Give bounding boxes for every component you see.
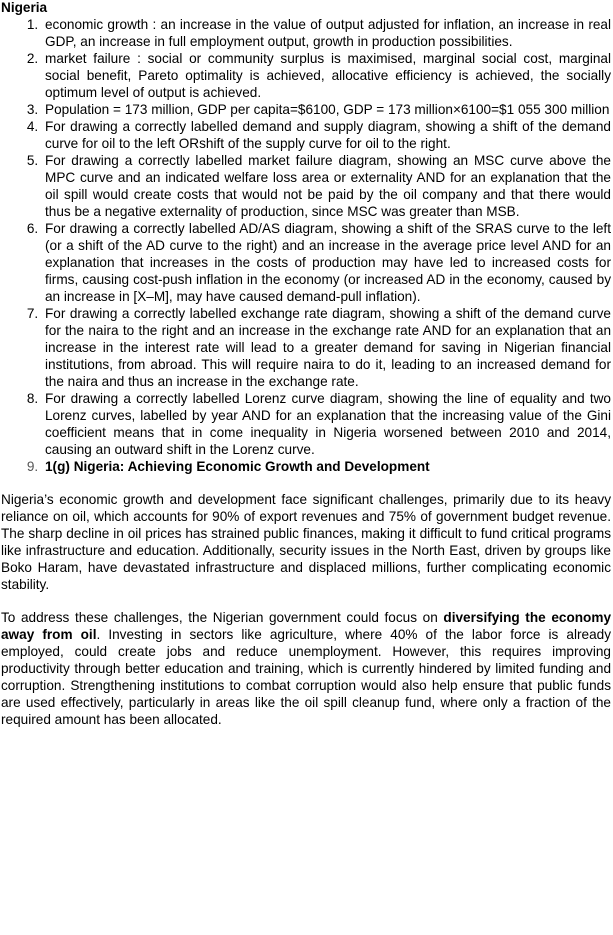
answer-list [1,16,611,475]
paragraph-solutions [1,609,611,728]
document-title: Nigeria [1,0,48,15]
paragraph-text: . Investing in sectors like agriculture, where 40% of the labor force is already employed, could create jobs and reduce unemployment. However, this requires improving productivity through better education and training, which is currently hindered by limited funding and corruption. Strengthening institutions to combat corruption would also help ensure that public funds are used effectively, particularly in areas like the oil spill cleanup fund, where only a fraction of the required amount has been allocated. [1,627,612,727]
spacer [1,475,611,491]
emphasis-text: diversifying the economy away from oil [1,610,612,642]
list-item: 4. For drawing a correctly labelled demand and supply diagram, showing a shift of the demand curve for oil to the left ORshift of the supply curve for oil to the right. [42,118,611,152]
list-item: 5. For drawing a correctly labelled market failure diagram, showing an MSC curve above the MPC curve and an indicated welfare loss area or externality AND for an explanation that the oil spill would create costs that would not be paid by the oil company and that there would thus be a negative externality of production, since MSC was greater than MSB. [42,152,611,220]
paragraph-text: To address these challenges, the Nigerian government could focus on [1,610,444,625]
list-item: 1. economic growth : an increase in the value of output adjusted for inflation, an increase in real GDP, an increase in full employment output, growth in production possibilities. [42,16,611,50]
list-item: 3. Population = 173 million, GDP per capita=$6100, GDP = 173 million×6100=$1 055 300 million [42,101,611,118]
list-item: 7. For drawing a correctly labelled exchange rate diagram, showing a shift of the demand curve for the naira to the right and an increase in the exchange rate AND for an explanation that an increase in the interest rate will lead to a greater demand for saving in Nigerian financial institutions, from abroad. This will require naira to do it, leading to an increased demand for the naira and thus an increase in the exchange rate. [42,305,611,390]
list-item: 6. For drawing a correctly labelled AD/AS diagram, showing a shift of the SRAS curve to the left (or a shift of the AD curve to the right) and an increase in the average price level AND for an explanation that increases in the costs of production may have led to increased costs for firms, causing cost-push inflation in the economy (or increased AD in the economy, caused by an increase in [X–M], may have caused demand-pull inflation). [42,220,611,305]
spacer [1,593,611,609]
section-heading: 9. 1(g) Nigeria: Achieving Economic Growth and Development [42,458,611,475]
list-item: 2. market failure : social or community surplus is maximised, marginal social cost, marginal social benefit, Pareto optimality is achieved, allocative efficiency is achieved, the socially optimum level of output is achieved. [42,50,611,101]
list-item: 8. For drawing a correctly labelled Lorenz curve diagram, showing the line of equality and two Lorenz curves, labelled by year AND for an explanation that the increasing value of the Gini coefficient means that in come inequality in Nigeria worsened between 2010 and 2014, causing an outward shift in the Lorenz curve. [42,390,611,458]
paragraph-challenges: Nigeria’s economic growth and development face significant challenges, primarily due to its heavy reliance on oil, which accounts for 90% of export revenues and 75% of government budget revenue. The sharp decline in oil prices has strained public finances, making it difficult to fund critical programs like infrastructure and education. Additionally, security issues in the North East, driven by groups like Boko Haram, have devastated infrastructure and displaced millions, further complicating economic stability. [1,492,611,592]
